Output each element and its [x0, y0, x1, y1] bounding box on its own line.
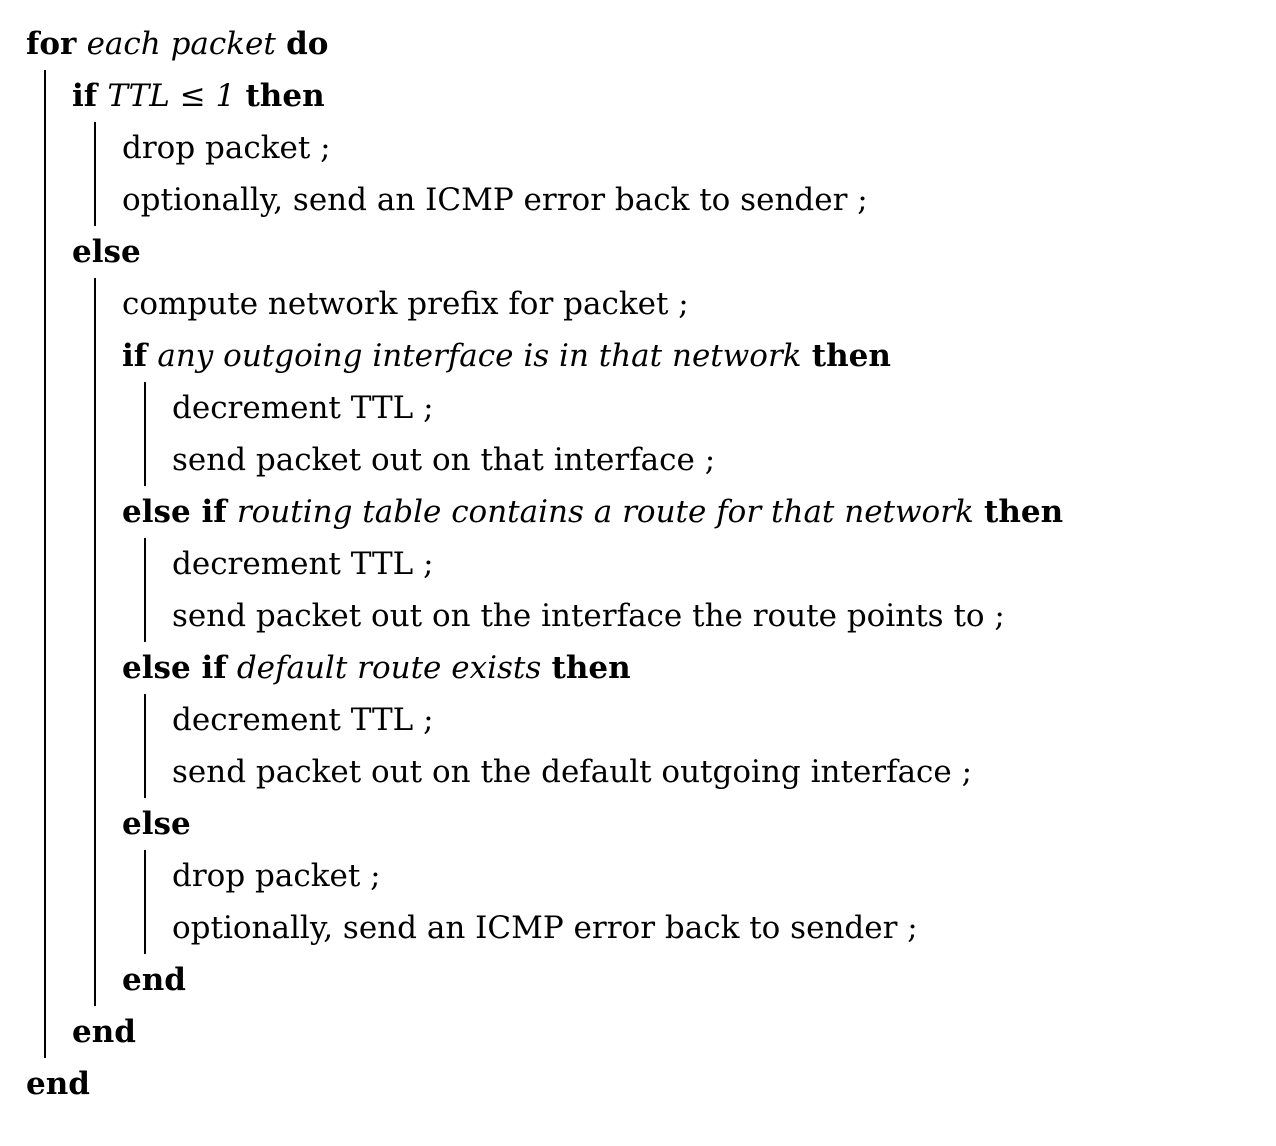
- statement-decrement-ttl: [172, 694, 1276, 746]
- statement-text: decrement TTL ;: [172, 390, 434, 426]
- statement-text: send packet out on the interface the route points to ;: [172, 598, 1005, 634]
- ttl-condition: TTL ≤ 1: [107, 78, 236, 114]
- inner-else-statement: [122, 798, 1276, 850]
- default-route-condition: default route exists: [236, 650, 542, 686]
- statement-text: send packet out on that interface ;: [172, 442, 716, 478]
- then-keyword: then: [984, 494, 1064, 530]
- routing-table-condition: routing table contains a route for that network: [236, 494, 974, 530]
- statement-send-default-interface: [172, 746, 1276, 798]
- statement-decrement-ttl: [172, 382, 1276, 434]
- if-ttl-body-block: [94, 122, 1276, 226]
- for-body-block: [44, 70, 1276, 1058]
- else-if-routing-table-body-block: [144, 538, 1276, 642]
- statement-send-route-interface: [172, 590, 1276, 642]
- else-keyword: else: [72, 234, 141, 270]
- for-condition: each packet: [86, 26, 276, 62]
- if-keyword: if: [72, 78, 98, 114]
- else-statement: [72, 226, 1276, 278]
- inner-end-keyword-line: [122, 954, 1276, 1006]
- then-keyword: then: [811, 338, 891, 374]
- statement-icmp-error: [122, 174, 1276, 226]
- statement-send-that-interface: [172, 434, 1276, 486]
- then-keyword: then: [551, 650, 631, 686]
- else-body-block: [94, 278, 1276, 1006]
- else-if-default-route-body-block: [144, 694, 1276, 798]
- then-keyword: then: [245, 78, 325, 114]
- statement-text: decrement TTL ;: [172, 546, 434, 582]
- for-keyword: for: [26, 26, 77, 62]
- any-outgoing-condition: any outgoing interface is in that network: [157, 338, 802, 374]
- end-keyword: end: [122, 962, 186, 998]
- statement-text: optionally, send an ICMP error back to sender ;: [172, 910, 918, 946]
- for-end-keyword-line: [26, 1058, 1276, 1110]
- outer-if-end-keyword-line: [72, 1006, 1276, 1058]
- statement-text: decrement TTL ;: [172, 702, 434, 738]
- do-keyword: do: [286, 26, 329, 62]
- statement-compute-prefix: [122, 278, 1276, 330]
- statement-icmp-error: [172, 902, 1276, 954]
- statement-decrement-ttl: [172, 538, 1276, 590]
- for-statement: [26, 18, 1276, 70]
- statement-text: drop packet ;: [122, 130, 331, 166]
- if-ttl-statement: [72, 70, 1276, 122]
- else-if-routing-table-statement: [122, 486, 1276, 538]
- statement-drop-packet: [172, 850, 1276, 902]
- else-if-keyword: else if: [122, 650, 227, 686]
- if-keyword: if: [122, 338, 148, 374]
- if-any-outgoing-body-block: [144, 382, 1276, 486]
- end-keyword: end: [72, 1014, 136, 1050]
- end-keyword: end: [26, 1066, 90, 1102]
- statement-text: send packet out on the default outgoing interface ;: [172, 754, 973, 790]
- else-if-default-route-statement: [122, 642, 1276, 694]
- if-any-outgoing-statement: [122, 330, 1276, 382]
- statement-text: compute network prefix for packet ;: [122, 286, 689, 322]
- else-if-keyword: else if: [122, 494, 227, 530]
- else-keyword: else: [122, 806, 191, 842]
- statement-text: drop packet ;: [172, 858, 381, 894]
- statement-drop-packet: [122, 122, 1276, 174]
- statement-text: optionally, send an ICMP error back to sender ;: [122, 182, 868, 218]
- inner-else-body-block: [144, 850, 1276, 954]
